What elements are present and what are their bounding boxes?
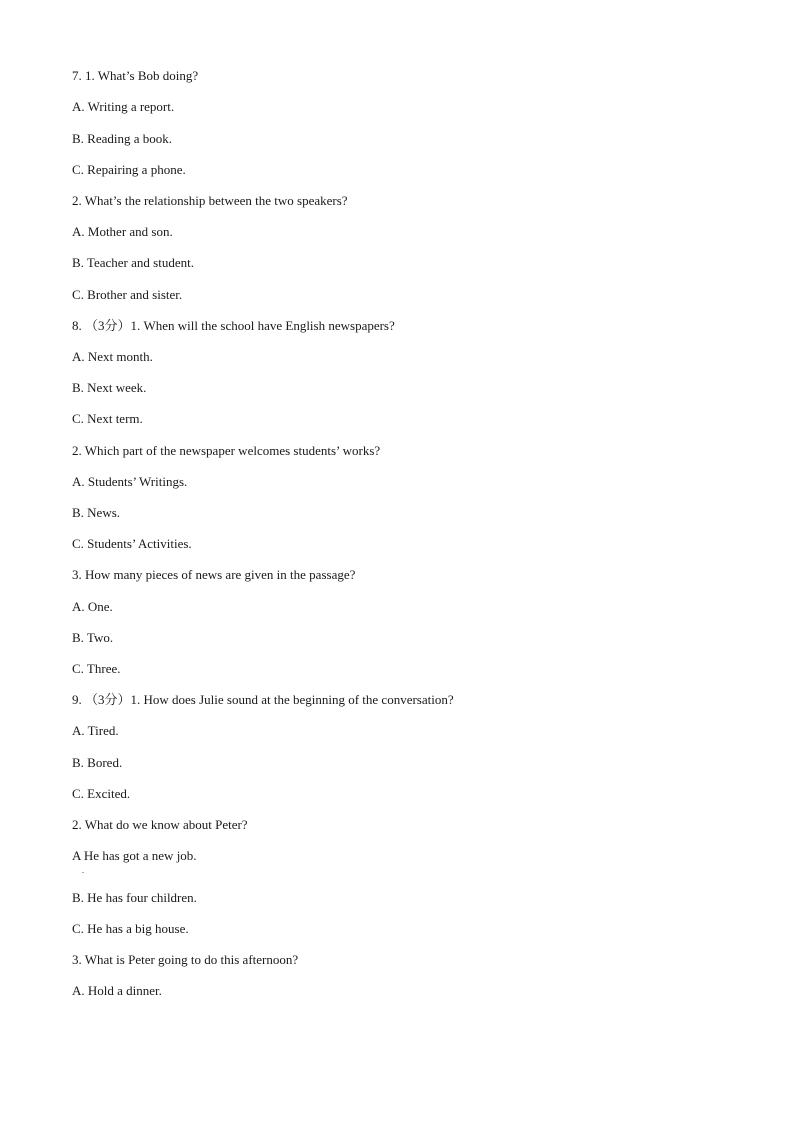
question-7-1-option-a: A. Writing a report.	[72, 99, 175, 114]
question-8-3-option-c: C. Three.	[72, 661, 121, 676]
question-7-2-option-a: A. Mother and son.	[72, 224, 173, 239]
question-9-2-option-a: A He has got a new job.	[72, 848, 197, 863]
question-7-2-option-b: B. Teacher and student.	[72, 255, 194, 270]
question-8-2-stem: 2. Which part of the newspaper welcomes students’ works?	[72, 443, 381, 458]
question-8-1-option-b: B. Next week.	[72, 380, 147, 395]
question-7-stem: 7. 1. What’s Bob doing?	[72, 68, 199, 83]
question-9-1-option-c: C. Excited.	[72, 786, 131, 801]
question-8-2-option-b: B. News.	[72, 505, 121, 520]
question-9-2-option-c: C. He has a big house.	[72, 921, 189, 936]
question-9-1-option-a: A. Tired.	[72, 723, 119, 738]
question-8-3-option-b: B. Two.	[72, 630, 114, 645]
question-7-2-option-c: C. Brother and sister.	[72, 287, 183, 302]
question-8-1-option-a: A. Next month.	[72, 349, 153, 364]
question-8-2-option-c: C. Students’ Activities.	[72, 536, 192, 551]
stray-dot-mark: .	[82, 866, 84, 875]
question-9-3-stem: 3. What is Peter going to do this afternoon?	[72, 952, 299, 967]
question-9-2-stem: 2. What do we know about Peter?	[72, 817, 248, 832]
question-9-1-option-b: B. Bored.	[72, 755, 123, 770]
question-8-stem: 8. （3分）1. When will the school have English newspapers?	[72, 318, 395, 333]
question-9-2-option-b: B. He has four children.	[72, 890, 197, 905]
question-8-3-stem: 3. How many pieces of news are given in the passage?	[72, 567, 356, 582]
question-7-1-option-c: C. Repairing a phone.	[72, 162, 186, 177]
question-8-1-option-c: C. Next term.	[72, 411, 143, 426]
question-8-2-option-a: A. Students’ Writings.	[72, 474, 188, 489]
question-9-stem: 9. （3分）1. How does Julie sound at the beginning of the conversation?	[72, 692, 454, 707]
question-7-2-stem: 2. What’s the relationship between the two speakers?	[72, 193, 348, 208]
question-8-3-option-a: A. One.	[72, 599, 113, 614]
question-7-1-option-b: B. Reading a book.	[72, 131, 173, 146]
question-9-3-option-a: A. Hold a dinner.	[72, 983, 162, 998]
